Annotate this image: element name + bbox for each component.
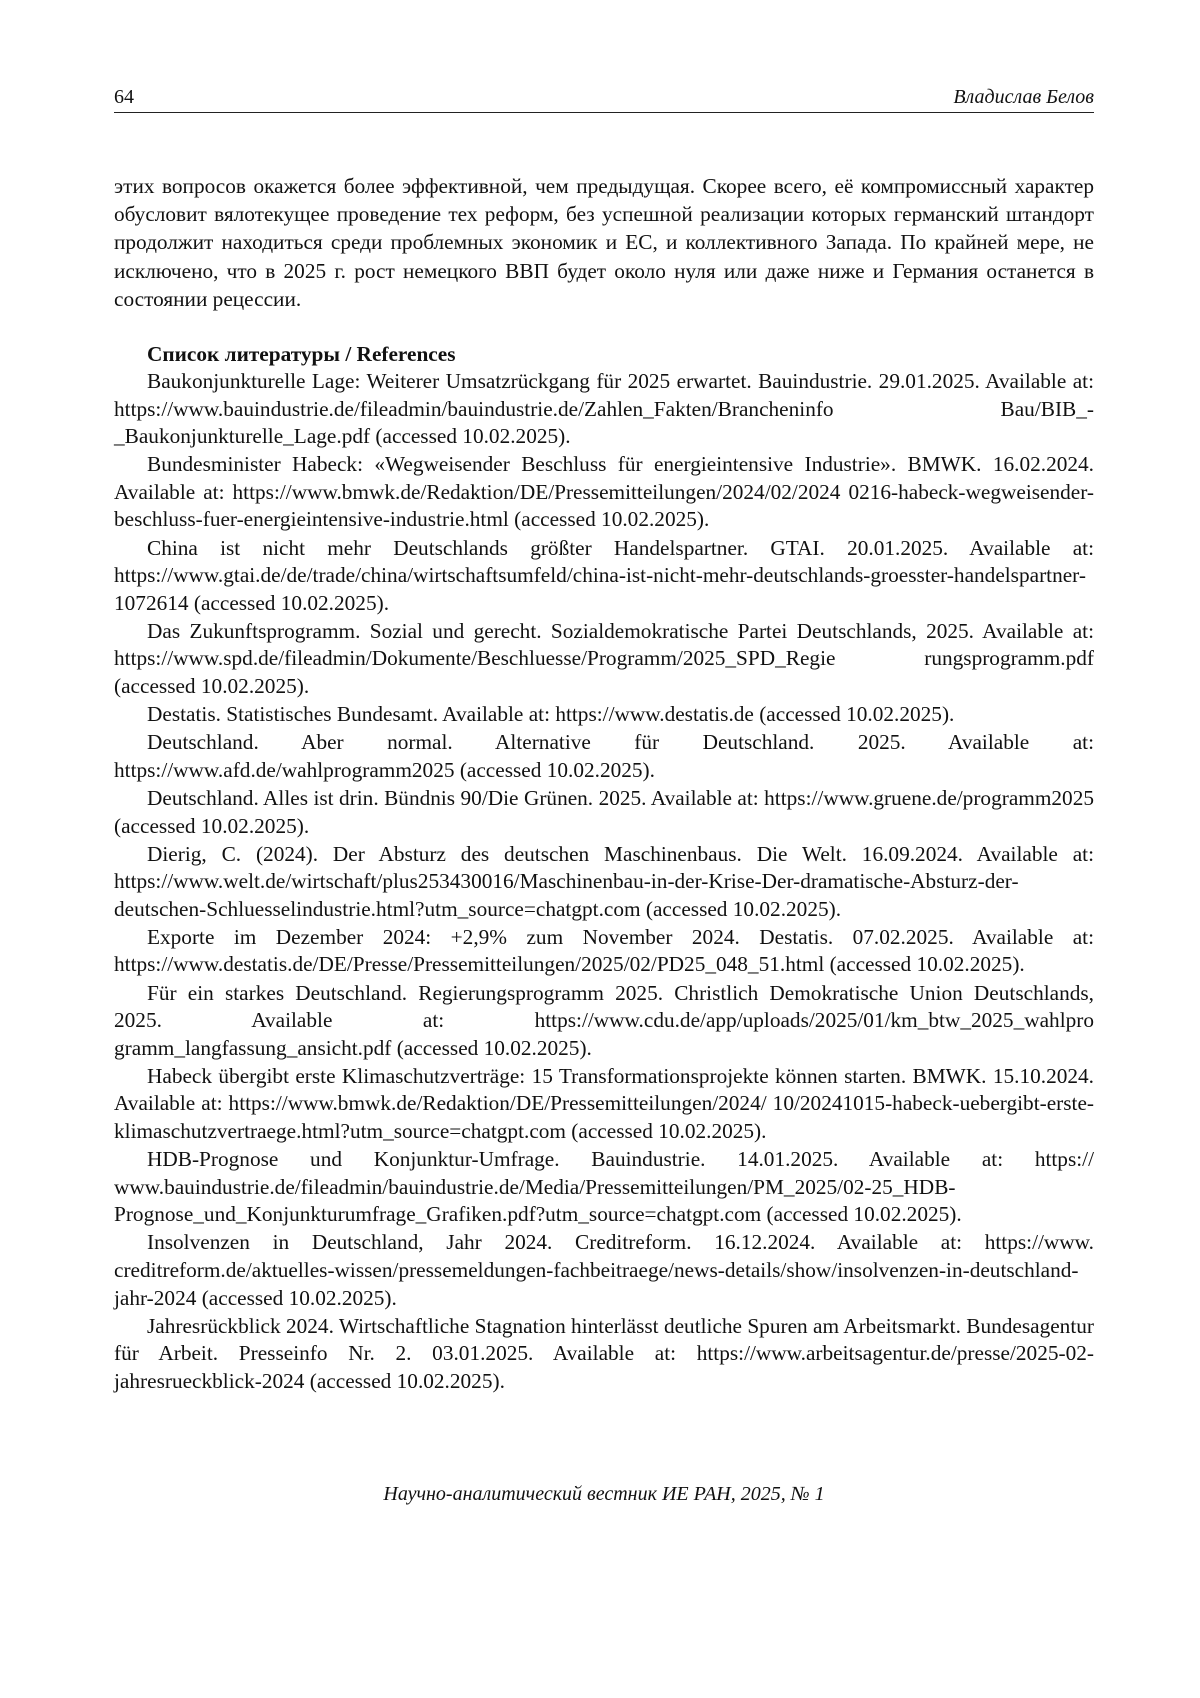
reference-item: Destatis. Statistisches Bundesamt. Available at: https://www.destatis.de (accessed 10.02.2025). [147, 702, 955, 727]
reference-item: Das Zukunftsprogramm. Sozial und gerecht. Sozialdemokratische Partei Deutschlands, 2025. Available at: https://www.spd.de/fileadmin/Dokumente/Beschluesse/Programm/2025_SPD_Regie rungsprogramm.pdf (accessed 10.02.2025). [114, 618, 1094, 699]
reference-item: Habeck übergibt erste Klimaschutzverträge: 15 Transformationsprojekte können starten. BMWK. 15.10.2024. Available at: https://www.bmwk.de/Redaktion/DE/Pressemitteilungen/2024/ 10/20241015-habeck-uebergibt-erste-klimaschutzvertraege.html?utm_source=chatgpt.com (accessed 10.02.2025). [114, 1063, 1094, 1144]
reference-item: HDB-Prognose und Konjunktur-Umfrage. Bauindustrie. 14.01.2025. Available at: https:// www.bauindustrie.de/fileadmin/bauindustrie.de/Media/Pressemitteilungen/PM_2025/02-25_HDB-Prognose_und_Konjunkturumfrage_Grafiken.pdf?utm_source=chatgpt.com (accessed 10.02.2025). [114, 1147, 1094, 1227]
reference-item: China ist nicht mehr Deutschlands größter Handelspartner. GTAI. 20.01.2025. Available at: https://www.gtai.de/de/trade/china/wirtschaftsumfeld/china-ist-nicht-mehr-deutschlands-groesster-handelspartner-1072614 (accessed 10.02.2025). [114, 535, 1094, 615]
page-number: 64 [114, 86, 134, 108]
journal-footer: Научно-аналитический вестник ИЕ РАН, 2025, № 1 [383, 1483, 825, 1505]
references-heading: Список литературы / References [147, 342, 456, 366]
reference-item: Jahresrückblick 2024. Wirtschaftliche Stagnation hinterlässt deutliche Spuren am Arbeitsmarkt. Bundesagentur für Arbeit. Presseinfo Nr. 2. 03.01.2025. Available at: https://www.arbeitsagentur.de/presse/2025-02-jahresrueckblick-2024 (accessed 10.02.2025). [114, 1313, 1094, 1393]
reference-item: Dierig, C. (2024). Der Absturz des deutschen Maschinenbaus. Die Welt. 16.09.2024. Available at: https://www.welt.de/wirtschaft/plus253430016/Maschinenbau-in-der-Krise-Der-dramatische-Absturz-der-deutschen-Schluesselindustrie.html?utm_source=chatgpt.com (accessed 10.02.2025). [114, 841, 1094, 921]
reference-item: Für ein starkes Deutschland. Regierungsprogramm 2025. Christlich Demokratische Union Deutschlands, 2025. Available at: https://www.cdu.de/app/uploads/2025/01/km_btw_2025_wahlpro gramm_langfassung_ansicht.pdf (accessed 10.02.2025). [114, 980, 1094, 1060]
references-list [114, 368, 1094, 1396]
running-header [114, 82, 1094, 113]
reference-item: Deutschland. Aber normal. Alternative für Deutschland. 2025. Available at: https://www.afd.de/wahlprogramm2025 (accessed 10.02.2025). [114, 730, 1094, 782]
author-name: Владислав Белов [953, 86, 1094, 108]
reference-item: Bundesminister Habeck: «Wegweisender Beschluss für energieintensive Industrie». BMWK. 16.02.2024. Available at: https://www.bmwk.de/Redaktion/DE/Pressemitteilungen/2024/02/2024 0216-habeck-wegweisender-beschluss-fuer-energieintensive-industrie.html (accessed 10.02.2025). [114, 452, 1094, 532]
reference-item: Baukonjunkturelle Lage: Weiterer Umsatzrückgang für 2025 erwartet. Bauindustrie. 29.01.2025. Available at: https://www.bauindustrie.de/fileadmin/bauindustrie.de/Zahlen_Fakten/Brancheninfo Bau/BIB_-_Baukonjunkturelle_Lage.pdf (accessed 10.02.2025). [114, 369, 1094, 449]
reference-item: Insolvenzen in Deutschland, Jahr 2024. Creditreform. 16.12.2024. Available at: https://www. creditreform.de/aktuelles-wissen/pressemeldungen-fachbeitraege/news-details/show/insolvenzen-in-deutschland-jahr-2024 (accessed 10.02.2025). [114, 1230, 1094, 1310]
body-paragraph: этих вопросов окажется более эффективной, чем предыдущая. Скорее всего, её компромиссный характер обусловит вялотекущее проведение тех реформ, без успешной реализации которых германский штандорт продолжит находиться среди проблемных экономик и ЕС, и коллективного Запада. По крайней мере, не исключено, что в 2025 г. рост немецкого ВВП будет около нуля или даже ниже и Германия останется в состоянии рецессии. [114, 174, 1094, 311]
reference-item: Deutschland. Alles ist drin. Bündnis 90/Die Grünen. 2025. Available at: https://www.gruene.de/programm2025 (accessed 10.02.2025). [114, 785, 1094, 838]
reference-item: Exporte im Dezember 2024: +2,9% zum November 2024. Destatis. 07.02.2025. Available at: https://www.destatis.de/DE/Presse/Pressemitteilungen/2025/02/PD25_048_51.html (accessed 10.02.2025). [114, 924, 1094, 977]
